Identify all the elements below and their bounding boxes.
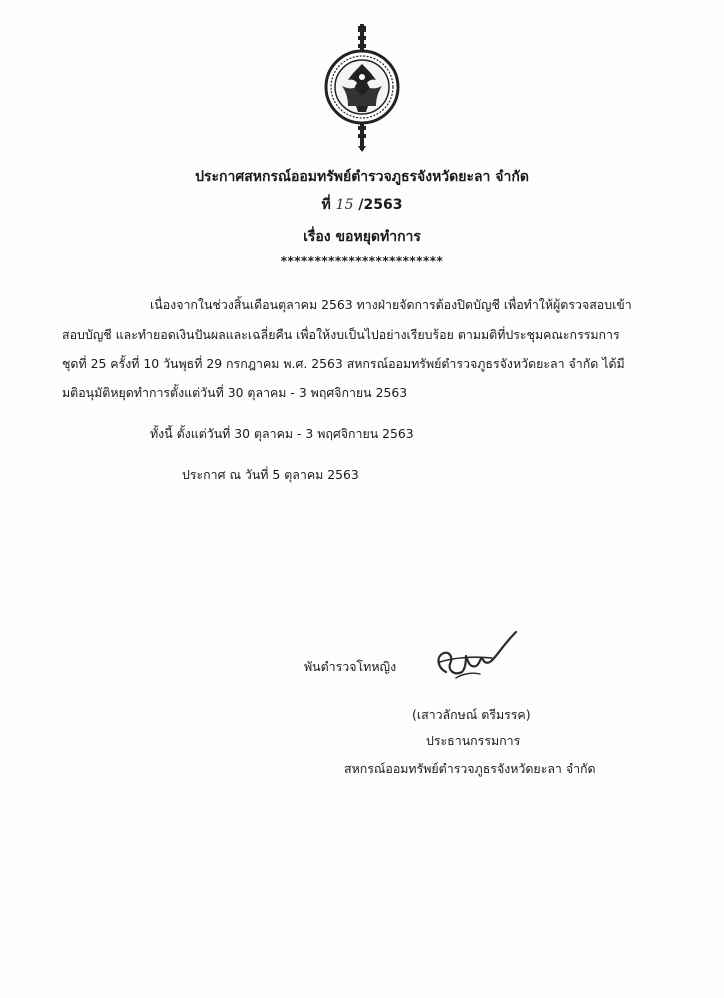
paragraph-line-2: สอบบัญชี และทำยอดเงินปันผลและเฉลี่ยคืน เพื่อให้งบเป็นไปอย่างเรียบร้อย ตามมติที่ประชุมคณะกรรมการ (62, 327, 620, 342)
number-handwritten: 15 (335, 197, 354, 213)
announce-date: ประกาศ ณ วันที่ 5 ตุลาคม 2563 (182, 467, 359, 482)
paragraph-line-4: มติอนุมัติหยุดทำการตั้งแต่วันที่ 30 ตุลาคม - 3 พฤศจิกายน 2563 (62, 385, 408, 400)
announcement-title: ประกาศสหกรณ์ออมทรัพย์ตำรวจภูธรจังหวัดยะลา จำกัด (195, 169, 529, 185)
summary-line: ทั้งนี้ ตั้งแต่วันที่ 30 ตุลาคม - 3 พฤศจิกายน 2563 (150, 426, 414, 441)
separator-stars: ************************ (280, 254, 444, 268)
handwritten-signature-icon (432, 628, 522, 684)
number-suffix: /2563 (353, 197, 403, 213)
paragraph-line-3: ชุดที่ 25 ครั้งที่ 10 วันพุธที่ 29 กรกฎาคม พ.ศ. 2563 สหกรณ์ออมทรัพย์ตำรวจภูธรจังหวัดยะลา จำกัด ได้มี (62, 356, 625, 371)
paragraph-line-1: เนื่องจากในช่วงสิ้นเดือนตุลาคม 2563 ทางฝ่ายจัดการต้องปิดบัญชี เพื่อทำให้ผู้ตรวจสอบเข้า (150, 297, 632, 312)
signer-rank: พันตำรวจโทหญิง (304, 659, 397, 674)
announcement-subject: เรื่อง ขอหยุดทำการ (303, 229, 421, 245)
signer-name: (เสาวลักษณ์ ตรีมรรค) (412, 707, 531, 722)
signer-position: ประธานกรรมการ (426, 733, 521, 748)
police-emblem-icon (318, 22, 406, 152)
signer-organization: สหกรณ์ออมทรัพย์ตำรวจภูธรจังหวัดยะลา จำกัด (344, 761, 596, 776)
number-prefix: ที่ (321, 197, 336, 213)
announcement-number (0, 194, 724, 216)
